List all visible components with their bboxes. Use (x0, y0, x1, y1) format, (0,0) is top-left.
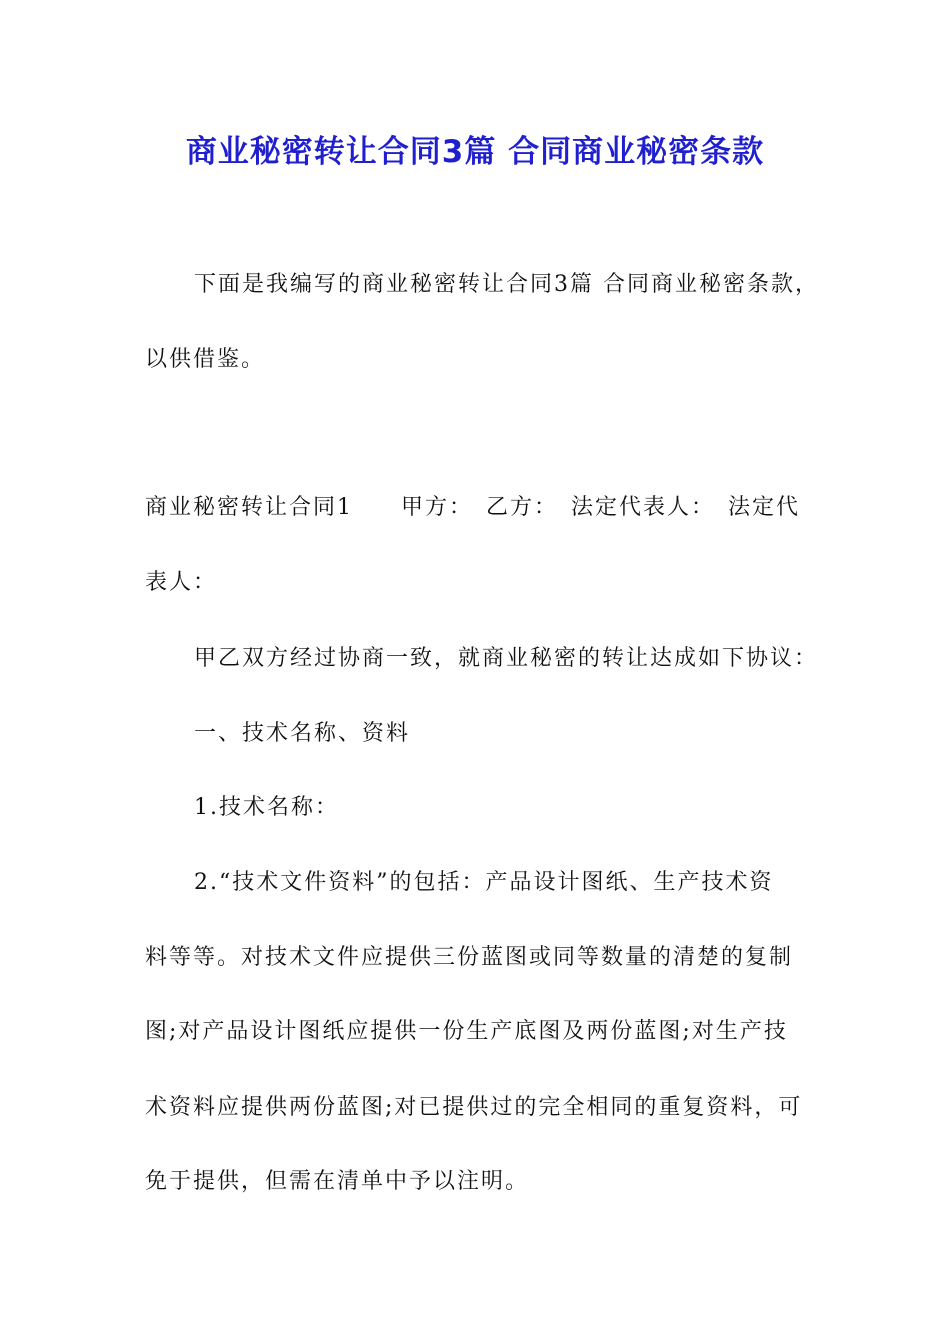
agreement-paragraph: 甲乙双方经过协商一致，就商业秘密的转让达成如下协议： (194, 646, 819, 671)
clause-1: 1.技术名称： (194, 795, 339, 820)
clause-2-line-1: 2.“技术文件资料”的包括：产品设计图纸、生产技术资 (194, 870, 774, 895)
contract-header-line-2: 表人： (145, 570, 218, 595)
intro-line-2: 以供借鉴。 (145, 347, 266, 372)
clause-2-line-3: 图;对产品设计图纸应提供一份生产底图及两份蓝图;对生产技 (145, 1019, 788, 1044)
clause-2-line-4: 术资料应提供两份蓝图;对已提供过的完全相同的重复资料，可 (145, 1095, 803, 1120)
clause-2-line-2: 料等等。对技术文件应提供三份蓝图或同等数量的清楚的复制 (145, 945, 794, 970)
document-title: 商业秘密转让合同3篇 合同商业秘密条款 (185, 134, 765, 170)
clause-2-line-5: 免于提供，但需在清单中予以注明。 (145, 1169, 530, 1194)
intro-line-1: 下面是我编写的商业秘密转让合同3篇 合同商业秘密条款， (194, 272, 819, 297)
section-heading-1: 一、技术名称、资料 (194, 721, 411, 746)
contract-header-line-1: 商业秘密转让合同1 甲方： 乙方： 法定代表人： 法定代 (145, 495, 800, 520)
